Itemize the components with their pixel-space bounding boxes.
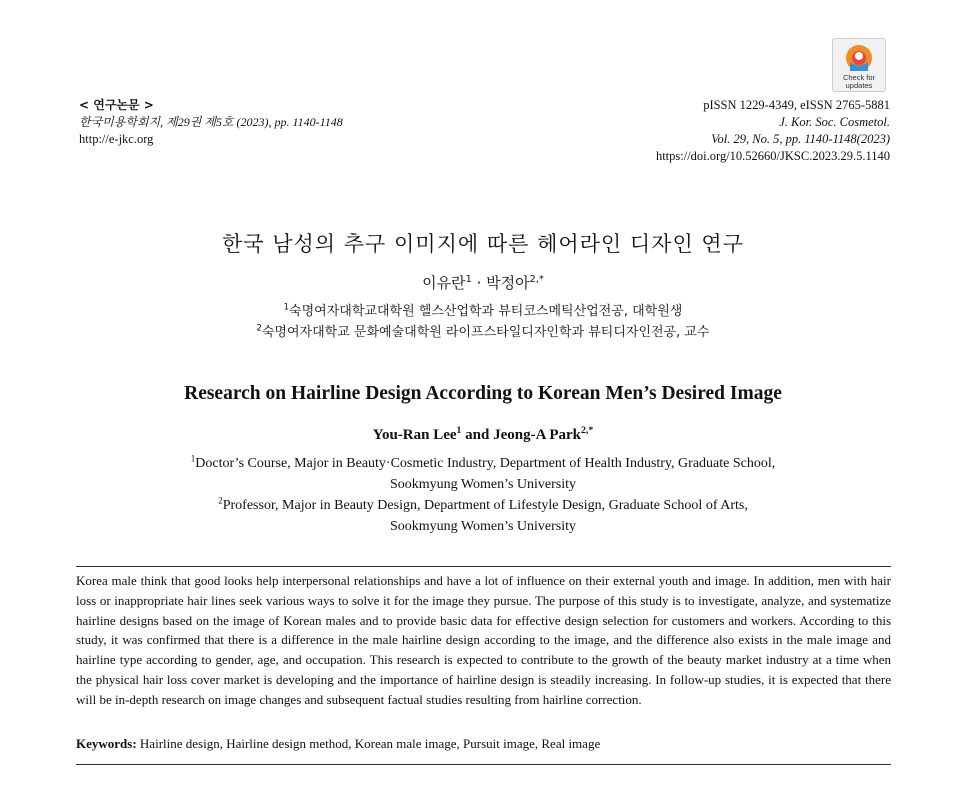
english-affiliations: [0, 453, 966, 537]
english-affiliation-1-line-2: Sookmyung Women’s University: [389, 477, 577, 492]
english-affiliation-2: $^2$Professor, Major in Beauty Design, Department of Lifestyle Design, Graduate School of Arts,: [218, 495, 748, 513]
english-affiliation-1: $^1$Doctor’s Course, Major in Beauty·Cosmetic Industry, Department of Health Industry, Graduate School,: [190, 453, 776, 471]
abstract-top-rule: [76, 566, 891, 567]
english-authors: You-Ran Lee$^1$ and Jeong-A Park$^{2,*}$: [372, 425, 594, 443]
issn: pISSN 1229-4349, eISSN 2765-5881: [703, 98, 890, 112]
english-title: Research on Hairline Design According to Korean Men’s Desired Image: [184, 383, 782, 404]
volume-info: Vol. 29, No. 5, pp. 1140-1148(2023): [711, 132, 890, 146]
check-for-updates-badge[interactable]: [832, 38, 886, 92]
abstract-text: Korea male think that good looks help interpersonal relationships and have a lot of influence on their external youth and image. In addition, men with hair loss or inappropriate hair lines seek various ways to solve it for the image they pursue. The purpose of this study is to investigate, analyze, and systematize hairline designs based on the image of Korean males and to provide basic data for effective design selection for customers and workers. According to this study, it was confirmed that there is a difference in the male hairline design according to the image, and the difference also exists in the male image and hairline type according to gender, age, and occupation. This research is expected to contribute to the growth of the beauty market industry at a time when the physical hair loss cover market is developing and the importance of hairline design is steadily increasing. In follow-up studies, it is expected that there will be in-depth research on image changes and subsequent factual studies resulting from hairline correction.: [76, 573, 891, 707]
journal-url[interactable]: http://e-jkc.org: [79, 132, 154, 146]
korean-affiliation-2: $^2$숙명여자대학교 문화예술대학원 라이프스타일디자인학과 뷰티디자인전공, 교수: [256, 322, 710, 340]
korean-authors: 이유란$^1$ · 박정아$^{2,*}$: [422, 274, 544, 292]
keywords: [76, 736, 891, 752]
journal-name: J. Kor. Soc. Cosmetol.: [779, 115, 890, 129]
badge-label: Check for updates: [842, 73, 876, 90]
journal-citation: 한국미용학회지, 제29권 제5호 (2023), pp. 1140-1148: [79, 115, 343, 129]
abstract-bottom-rule: [76, 764, 891, 765]
journal-header-right: [656, 97, 890, 165]
korean-title: 한국 남성의 추구 이미지에 따른 헤어라인 디자인 연구: [221, 232, 745, 256]
crossmark-icon: [844, 43, 874, 73]
keywords-label: Keywords:: [76, 736, 137, 751]
journal-header-left: [79, 97, 343, 148]
article-type: < 연구논문 >: [79, 98, 154, 112]
keywords-text: Hairline design, Hairline design method, Korean male image, Pursuit image, Real image: [139, 736, 601, 751]
doi-link[interactable]: https://doi.org/10.52660/JKSC.2023.29.5.1140: [655, 149, 890, 163]
english-affiliation-2-line-2: Sookmyung Women’s University: [389, 519, 577, 534]
korean-affiliation-1: $^1$숙명여자대학교대학원 헬스산업학과 뷰티코스메틱산업전공, 대학원생: [283, 301, 683, 319]
